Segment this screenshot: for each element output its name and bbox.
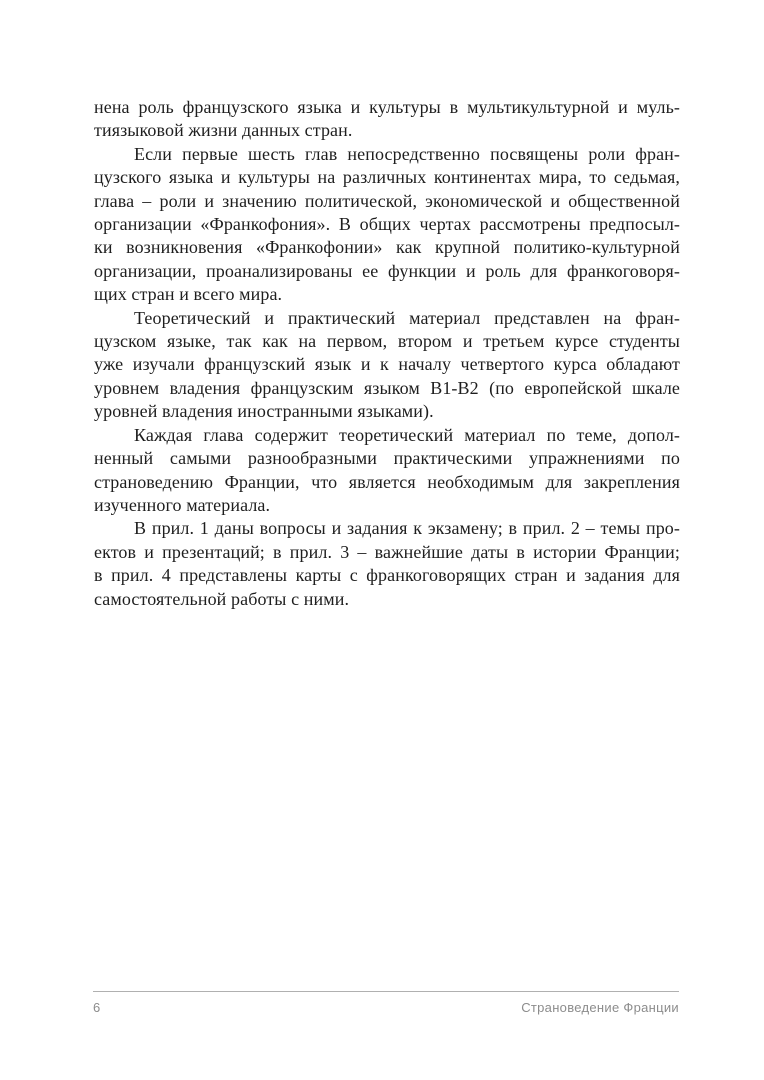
paragraph-line: тиязыковой жизни данных стран. [94,120,353,141]
paragraph-line: в прил. 4 представлены карты с франкоговорящих стран и задания для [94,565,680,586]
paragraph-line: глава – роли и значению политической, экономической и общественной [94,190,680,211]
paragraph-line: уровней владения иностранными языками). [94,401,434,422]
paragraph-line: уже изучали французский язык и к началу четвертого курса обладают [94,354,680,375]
paragraph-line: Если первые шесть глав непосредственно посвящены роли фран- [134,143,680,164]
body-text [94,96,680,611]
running-title: Страноведение Франции [521,1000,679,1015]
paragraph-line: В прил. 1 даны вопросы и задания к экзамену; в прил. 2 – темы про- [134,518,680,539]
paragraph-line: цузском языке, так как на первом, втором и третьем курсе студенты [94,331,680,352]
paragraph-line: Каждая глава содержит теоретический материал по теме, допол- [134,424,680,445]
paragraph-line: ненный самыми разнообразными практическими упражнениями по [94,448,680,469]
paragraph-line: самостоятельной работы с ними. [94,588,350,609]
footer [93,1000,679,1015]
paragraph-line: ки возникновения «Франкофонии» как крупной политико-культурной [94,237,680,258]
paragraph-line: ектов и презентаций; в прил. 3 – важнейшие даты в истории Франции; [94,541,680,562]
paragraph-line: Теоретический и практический материал представлен на фран- [134,307,680,328]
paragraph-line: цузского языка и культуры на различных континентах мира, то седьмая, [94,167,680,188]
paragraph-line: нена роль французского языка и культуры в мультикультурной и муль- [94,97,680,117]
paragraph-line: организации, проанализированы ее функции и роль для франкоговоря- [94,260,680,281]
footer-rule [93,991,679,992]
paragraph-line: страноведению Франции, что является необходимым для закрепления [94,471,680,492]
page-number: 6 [93,1000,101,1015]
paragraph-line: организации «Франкофония». В общих чертах рассмотрены предпосыл- [94,214,680,235]
paragraph-line: щих стран и всего мира. [94,284,283,305]
paragraph-line: изученного материала. [94,494,271,515]
paragraph-line: уровнем владения французским языком В1-В2 (по европейской шкале [94,377,680,398]
